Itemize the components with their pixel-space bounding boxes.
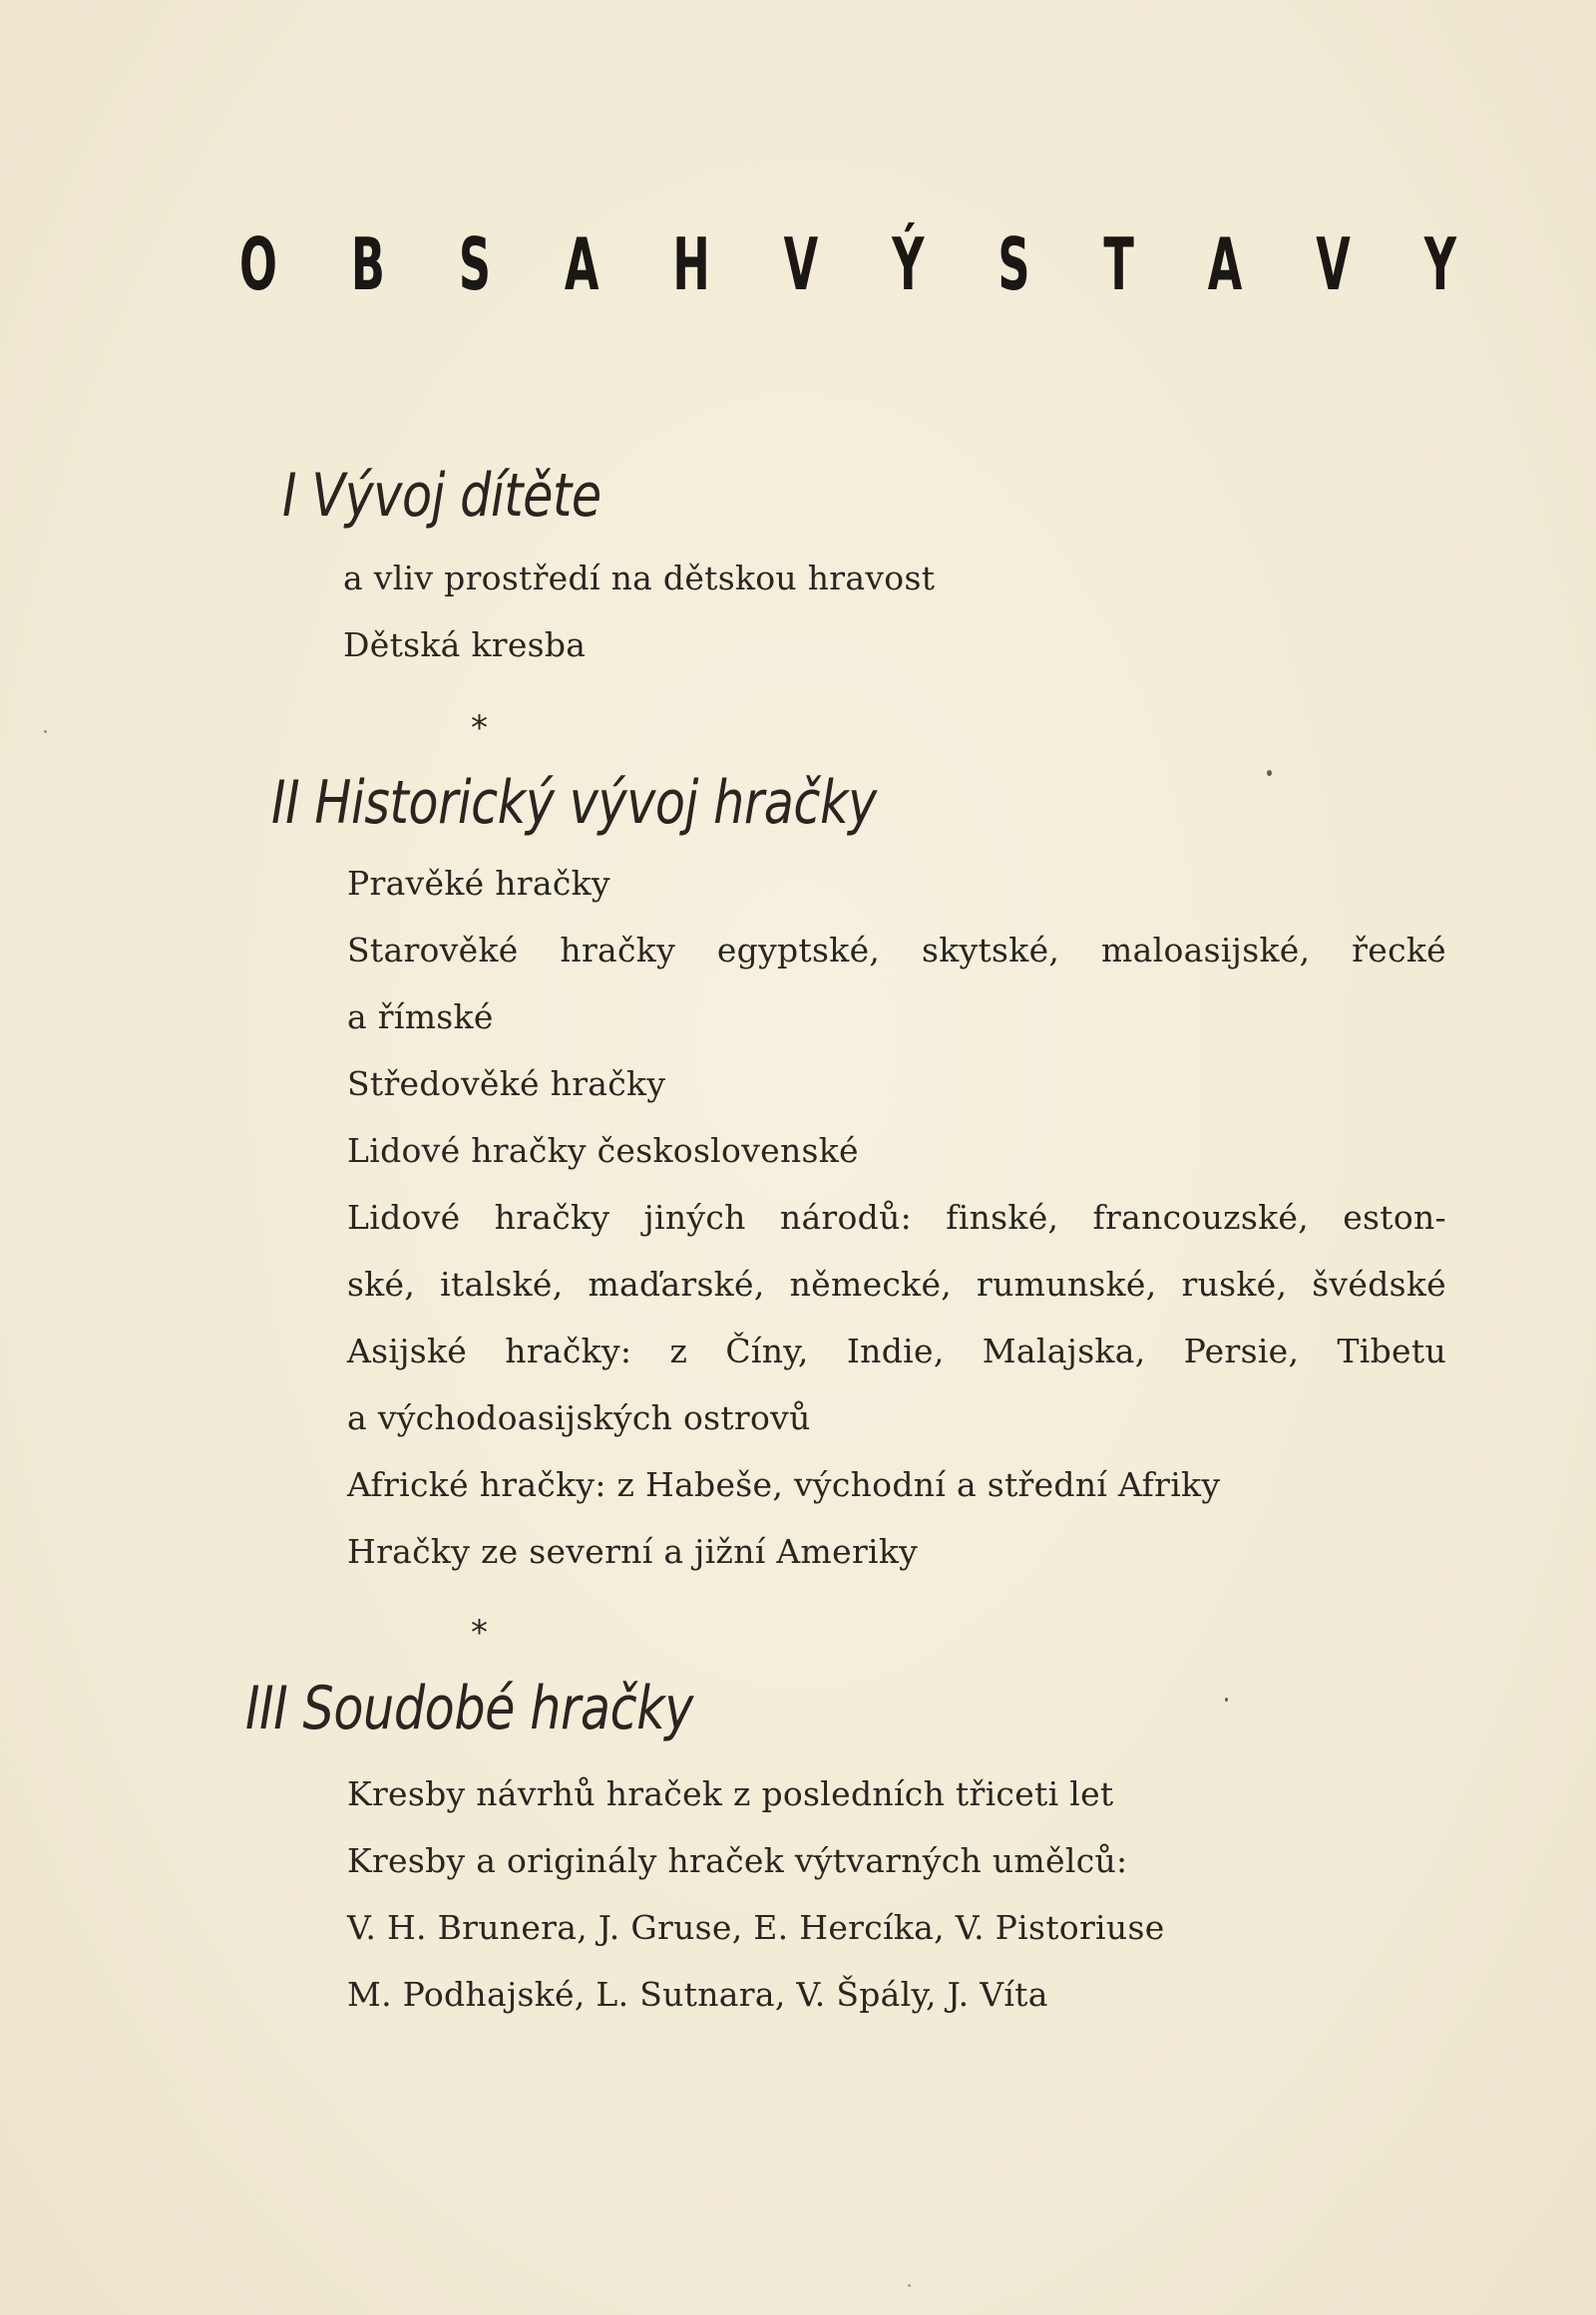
title-letter: A [1207,222,1243,306]
separator-star: * [471,1613,488,1653]
paper-speck [908,2284,911,2287]
title-letter: O [239,222,277,306]
title-letter: T [1103,222,1134,306]
title-letter: Y [1423,222,1457,306]
section-3-item: Kresby návrhů hraček z posledních třiceti let [347,1774,1114,1813]
section-heading-1: I Vývoj dítěte [282,461,601,531]
title-letter: S [458,222,491,306]
section-2-item: Lidové hračky československé [347,1131,859,1170]
title-letter: S [998,222,1030,306]
title-letter: H [672,222,710,306]
title-letter: V [783,222,819,306]
paper-speck [1267,770,1272,776]
title-letter: V [1316,222,1351,306]
section-2-item: Africké hračky: z Habeše, východní a střední Afriky [347,1465,1221,1504]
section-1-item: Dětská kresba [343,625,587,664]
section-2-item: Hračky ze severní a jižní Ameriky [347,1532,919,1571]
section-3-item: Kresby a originály hraček výtvarných umělců: [347,1841,1128,1880]
section-3-item: V. H. Brunera, J. Gruse, E. Hercíka, V. Pistoriuse [347,1908,1165,1947]
section-2-item: ské, italské, maďarské, německé, rumunské, ruské, švédské [347,1265,1446,1304]
section-2-item: a římské [347,997,494,1036]
title-letter: A [564,222,599,306]
section-2-item: Starověké hračky egyptské, skytské, maloasijské, řecké [347,931,1446,969]
section-heading-2: II Historický vývoj hračky [271,768,877,838]
section-heading-3: III Soudobé hračky [245,1674,694,1743]
paper-speck [44,730,47,733]
separator-star: * [471,708,488,748]
title-letter: B [350,222,385,306]
section-3-item: M. Podhajské, L. Sutnara, V. Špály, J. Víta [347,1975,1048,2014]
paper-speck [1225,1698,1228,1702]
section-2-item: Pravěké hračky [347,864,610,903]
section-2-item: Středověké hračky [347,1064,666,1103]
section-2-item: a východoasijských ostrovů [347,1398,811,1437]
section-2-item: Lidové hračky jiných národů: finské, francouzské, eston- [347,1198,1446,1237]
section-1-item: a vliv prostředí na dětskou hravost [343,559,936,597]
section-2-item: Asijské hračky: z Číny, Indie, Malajska, Persie, Tibetu [347,1332,1446,1370]
title-letter: Ý [892,222,925,306]
page-title [239,214,1456,314]
